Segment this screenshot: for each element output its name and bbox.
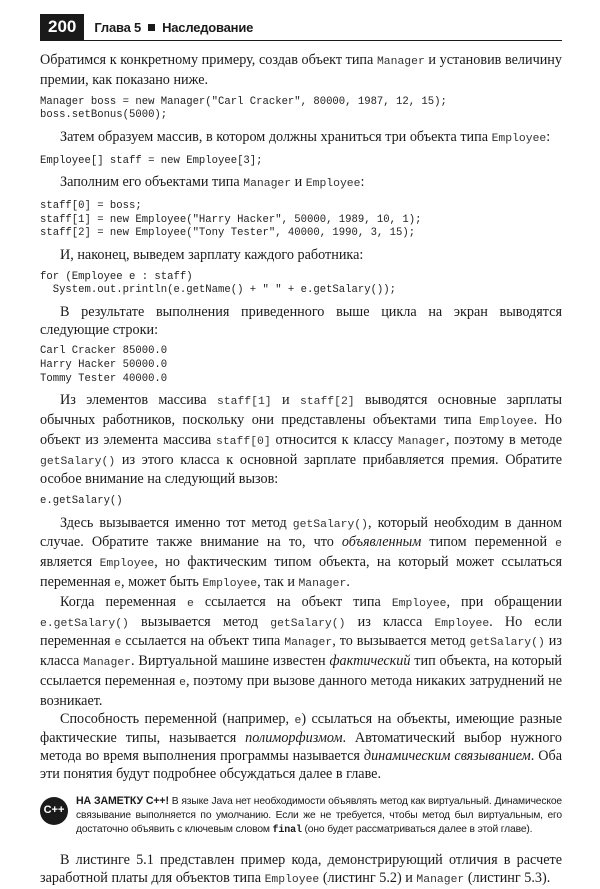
text-run: . Автоматический выбор нужного метода во время выполнения программы называется — [40, 730, 562, 765]
paragraph — [40, 594, 562, 711]
text-run: выводятся основные зарплаты обычных работников, поскольку они представлены объектами типа — [40, 392, 563, 428]
inline-code: staff[0] — [216, 435, 271, 448]
book-page — [40, 14, 562, 889]
text-run: Способность переменной (например, — [60, 710, 295, 727]
text-run: В результате выполнения приведенного выше цикла на экран выводятся следующие строки: — [40, 303, 562, 338]
inline-code: Employee — [264, 873, 320, 886]
inline-code: e.getSalary() — [40, 617, 129, 630]
code-listing: for (Employee e : staff) System.out.println(e.getName() + " " + e.getSalary()); — [40, 270, 397, 297]
inline-code: e — [114, 578, 121, 591]
running-head — [94, 20, 253, 35]
inline-code: e — [179, 677, 186, 690]
text-run: из этого класса к основной зарплате прибавляется премия. Обратите особое внимание на следующий вызов: — [40, 451, 562, 488]
inline-code: staff[1] — [216, 396, 272, 409]
text-run: : — [546, 128, 551, 145]
text-run: И, наконец, выведем зарплату каждого работника: — [60, 246, 364, 263]
inline-code: e — [555, 538, 562, 551]
text-run: Когда переменная — [60, 593, 187, 610]
inline-code: getSalary() — [469, 637, 545, 650]
page-header — [40, 14, 562, 40]
inline-code: Manager — [376, 56, 425, 68]
text-run: . Оба эти понятия будут подробнее обсуждаться далее в главе. — [40, 748, 562, 783]
text-run: . Виртуальной машине известен — [131, 653, 330, 670]
inline-code: staff[2] — [299, 396, 355, 409]
text-run: относится к классу — [270, 431, 398, 448]
paragraph — [40, 711, 562, 784]
code-listing: staff[0] = boss; staff[1] = new Employee("Harry Hacker", 50000, 1989, 10, 1); staff[2] = new Employee("Tony Tester", 40000, 1990, 3, 15); — [40, 199, 422, 240]
text-run: , при обращении — [446, 593, 562, 610]
text-run: и — [271, 392, 300, 409]
inline-code: Manager — [298, 578, 347, 591]
text-run: вызывается метод — [128, 613, 271, 630]
text-run: является — [40, 554, 100, 571]
text-run: Из элементов массива — [60, 392, 217, 409]
cpp-note-icon: C++ — [40, 797, 68, 825]
emphasis-term: объявленным — [341, 534, 422, 551]
inline-code: e — [114, 637, 122, 650]
paragraph — [40, 515, 562, 594]
emphasis-term: фактический — [329, 653, 411, 670]
square-bullet-icon — [148, 24, 155, 31]
inline-code: Employee — [202, 578, 258, 591]
inline-code: Employee — [434, 617, 490, 630]
text-run: из класса — [40, 633, 562, 670]
inline-code: Employee — [478, 415, 534, 428]
inline-code: Manager — [284, 637, 333, 650]
text-run: (оно будет рассматриваться далее в этой главе). — [301, 823, 533, 835]
text-run: , поэтому в методе — [445, 431, 562, 448]
inline-code: e — [294, 714, 302, 727]
inline-code: e — [187, 597, 194, 610]
inline-code: getSalary() — [292, 518, 368, 531]
text-run: . Но объект из элемента массива — [40, 411, 563, 448]
inline-code: Manager — [243, 178, 292, 191]
paragraph — [40, 247, 562, 265]
page-content — [40, 52, 562, 889]
paragraph — [40, 174, 562, 194]
inline-code: getSalary() — [40, 455, 116, 468]
text-run: Обратимся к конкретному примеру, создав объект типа — [40, 52, 377, 68]
code-listing: Manager boss = new Manager("Carl Cracker", 80000, 1987, 12, 15); boss.setBonus(5000); — [40, 95, 447, 122]
header-rule — [40, 40, 562, 41]
text-run: В языке Java нет необходимости объявлять метод как виртуальный. Динамическое связывание выполняется по умолчанию. Если же не требуется, чтобы метод был виртуальным, его достаточно объявить с ключевым словом — [76, 795, 562, 835]
paragraph — [40, 392, 562, 489]
text-run: Заполним его объектами типа — [60, 174, 244, 191]
text-run: (листинг 5.2) и — [319, 869, 417, 886]
inline-code: getSalary() — [270, 617, 346, 630]
inline-code: final — [272, 824, 302, 836]
text-run: В листинге 5.1 представлен пример кода, демонстрирующий отличия в расчете заработной платы для объектов типа — [40, 851, 562, 886]
inline-code: Employee — [491, 132, 547, 145]
note-heading: НА ЗАМЕТКУ C++! — [76, 794, 169, 807]
page-number: 200 — [40, 14, 84, 40]
inline-code: Manager — [398, 435, 446, 448]
text-run: ссылается на объект типа — [193, 593, 392, 610]
note-text — [76, 794, 562, 838]
text-run: , поэтому при вызове данного метода никаких затруднений не возникает. — [40, 673, 563, 709]
text-run: . Но если переменная — [40, 613, 562, 650]
inline-code: Employee — [305, 178, 361, 191]
text-run: типом переменной — [421, 534, 556, 551]
text-run: и — [291, 174, 306, 191]
text-run: , который необходим в данном случае. Обратите также внимание на то, что — [40, 514, 562, 551]
emphasis-term: динамическим связыванием — [363, 748, 531, 765]
chapter-label: Глава 5 — [94, 19, 142, 35]
text-run: ) ссылаться на объекты, имеющие разные фактические типы, называется — [40, 710, 562, 747]
text-run: , так и — [257, 574, 299, 591]
text-run: (листинг 5.3). — [464, 869, 551, 886]
text-run: из класса — [345, 613, 435, 630]
code-listing: e.getSalary() — [40, 495, 123, 508]
paragraph — [40, 129, 562, 149]
inline-code: Employee — [99, 558, 155, 571]
paragraph — [40, 52, 562, 90]
emphasis-term: полиморфизмом — [245, 730, 343, 747]
cpp-note — [40, 794, 562, 838]
text-run: Затем образуем массив, в котором должны храниться три объекта типа — [60, 128, 492, 145]
paragraph — [40, 852, 562, 889]
text-run: и установив величину премии, как показано ниже. — [40, 52, 562, 88]
inline-code: Employee — [391, 597, 447, 610]
text-run: , может быть — [120, 574, 203, 591]
text-run: Здесь вызывается именно тот метод — [60, 514, 293, 531]
text-run: тип объекта, на который ссылается переменная — [40, 653, 562, 690]
text-run: , то вызывается метод — [332, 633, 470, 650]
code-listing: Employee[] staff = new Employee[3]; — [40, 154, 263, 167]
text-run: , но фактическим типом объекта, на который может ссылаться переменная — [40, 554, 562, 591]
chapter-title: Наследование — [162, 19, 254, 35]
text-run: . — [346, 574, 350, 591]
paragraph — [40, 304, 562, 340]
inline-code: Manager — [83, 657, 132, 670]
inline-code: Manager — [416, 873, 465, 886]
text-run: : — [360, 174, 365, 191]
code-listing: Carl Cracker 85000.0 Harry Hacker 50000.0 Tommy Tester 40000.0 — [40, 345, 168, 385]
text-run: ссылается на объект типа — [121, 633, 285, 650]
